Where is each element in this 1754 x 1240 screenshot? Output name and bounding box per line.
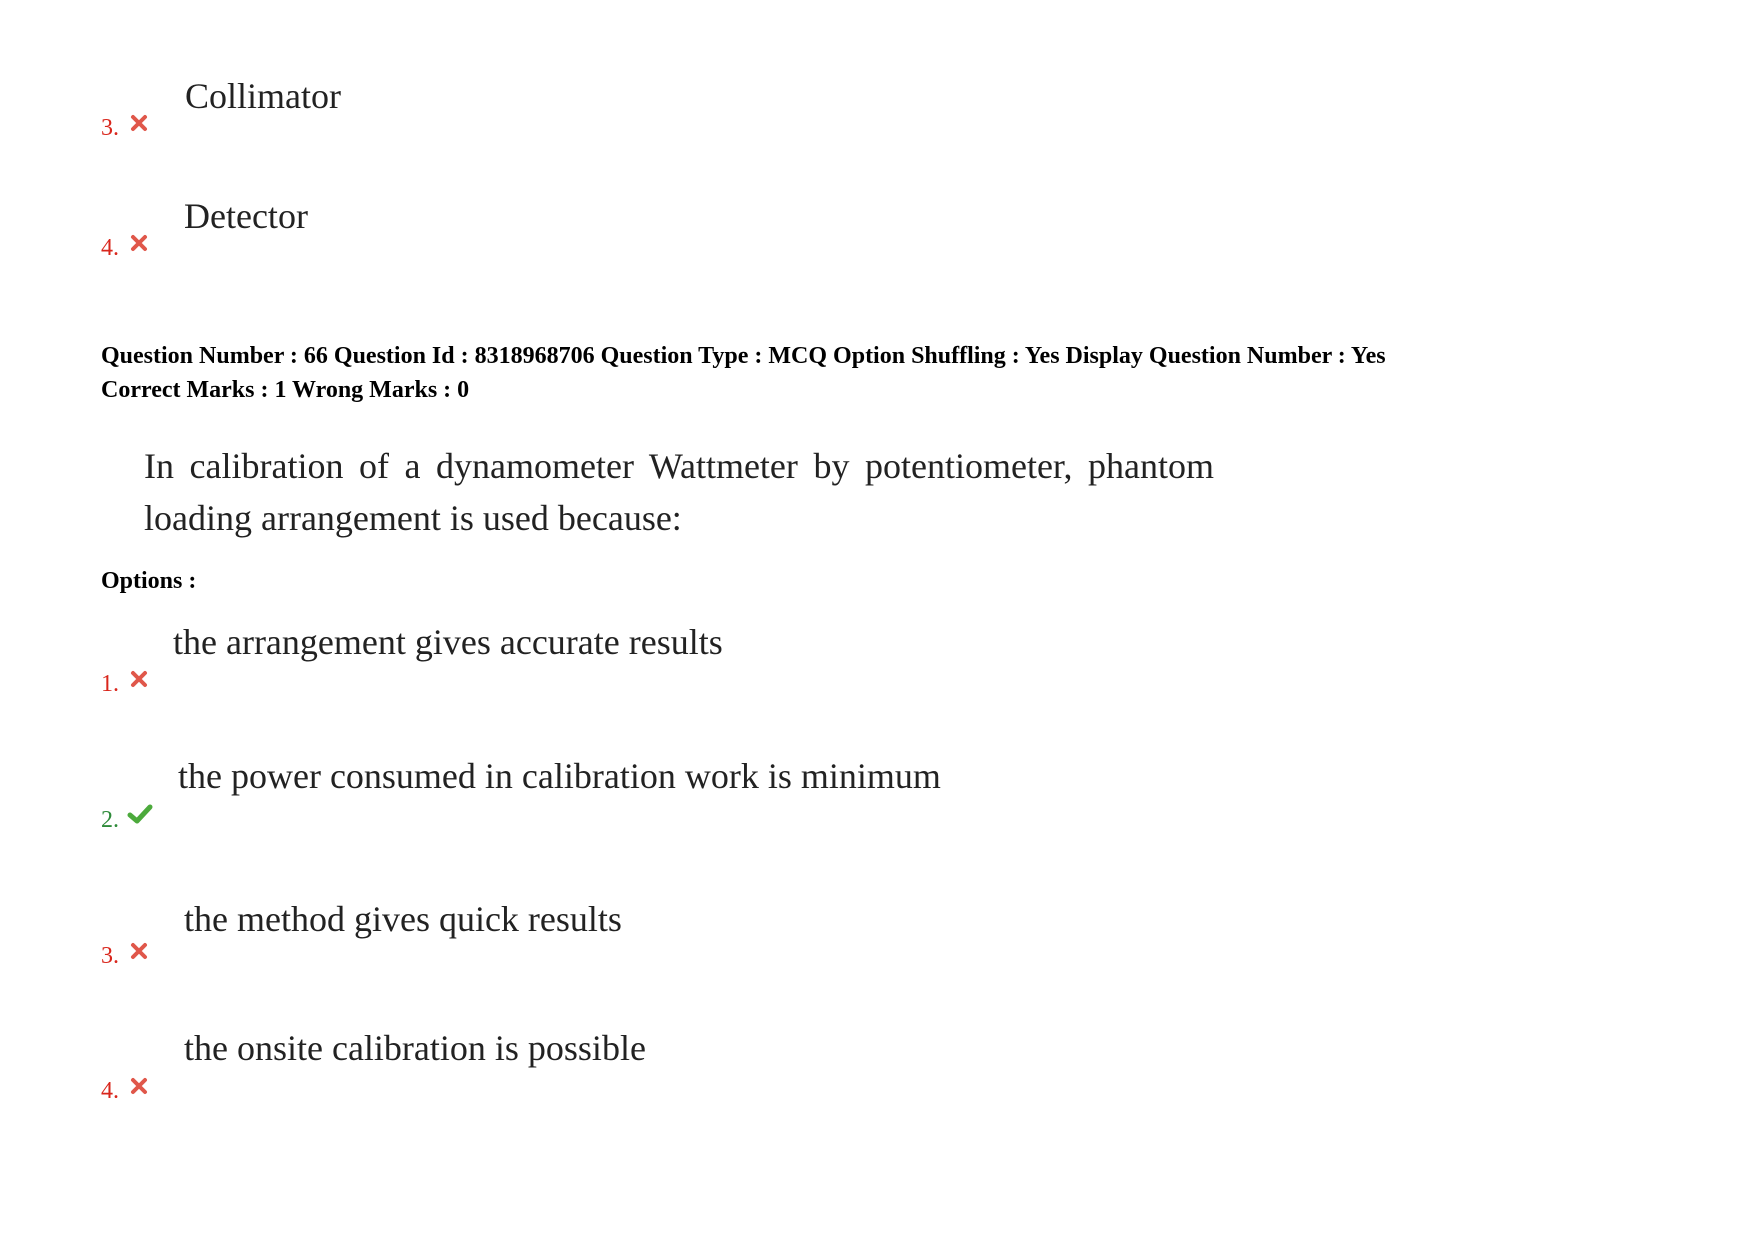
- marks-metadata: Correct Marks : 1 Wrong Marks : 0: [101, 377, 470, 403]
- option-text: the power consumed in calibration work is minimum: [178, 756, 941, 796]
- cross-icon: [129, 113, 149, 133]
- question-text: In calibration of a dynamometer Wattmeter by potentiometer, phantom loading arrangement is used because:: [144, 446, 1214, 538]
- option-number: 4.: [101, 235, 119, 261]
- option-number: 3.: [101, 115, 119, 141]
- cross-icon: [129, 669, 149, 689]
- question-metadata: Question Number : 66 Question Id : 8318968706 Question Type : MCQ Option Shuffling : Yes Display Question Number : Yes: [101, 343, 1386, 369]
- cross-icon: [129, 1076, 149, 1096]
- options-label: Options :: [101, 568, 197, 594]
- option-text: the method gives quick results: [184, 899, 622, 939]
- option-number: 3.: [101, 943, 119, 969]
- option-number: 2.: [101, 807, 119, 833]
- option-text: Collimator: [185, 76, 341, 116]
- option-number: 1.: [101, 671, 119, 697]
- option-text: the arrangement gives accurate results: [173, 622, 723, 662]
- check-icon: [127, 803, 153, 825]
- cross-icon: [129, 941, 149, 961]
- option-text: the onsite calibration is possible: [184, 1028, 646, 1068]
- option-number: 4.: [101, 1078, 119, 1104]
- cross-icon: [129, 233, 149, 253]
- option-text: Detector: [184, 196, 308, 236]
